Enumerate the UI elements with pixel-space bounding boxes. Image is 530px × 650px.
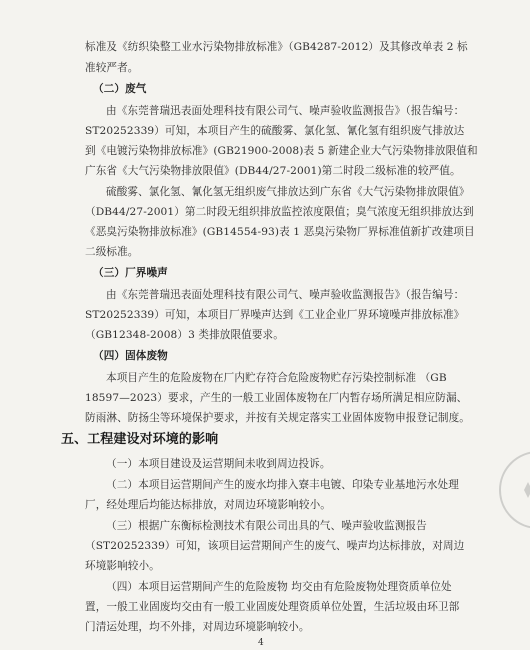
section-heading: 五、工程建设对环境的影响 — [61, 432, 219, 447]
seal-stamp — [494, 430, 530, 550]
text-line: 标准及《纺织染整工业水污染物排放标准》（GB4287-2012）及其修改单表 2 标 — [85, 41, 468, 53]
text-line: 18597—2023）要求，产生的一般工业固体废物在厂内暂存场所满足相应防漏、 — [85, 392, 468, 404]
subsection-heading: （三）厂界噪声 — [93, 267, 168, 279]
page-number: 4 — [258, 638, 264, 648]
text-line: （一）本项目建设及运营期间未收到周边投诉。 — [106, 458, 331, 470]
text-line: 广东省《大气污染物排放限值》(DB44/27-2001)第二时段二级标准的较严值。 — [85, 165, 461, 177]
text-line: 硫酸雾、氯化氢、氰化氢无组织废气排放达到广东省《大气污染物排放限值》 — [106, 186, 470, 198]
text-line: （ST20252339）可知，该项目运营期间产生的废气、噪声均达标排放，对周边 — [85, 540, 465, 552]
text-line: 准较严者。 — [85, 62, 139, 74]
text-line: ST20252339）可知，本项目产生的硫酸雾、氯化氢、氰化氢有组织废气排放达 — [85, 125, 465, 137]
text-line: 二级标准。 — [85, 246, 139, 258]
text-line: （三）根据广东衡标检测技术有限公司出具的气、噪声验收监测报告 — [106, 520, 427, 532]
text-line: （四）本项目运营期间产生的危险废物 均交由有危险废物处理资质单位处 — [106, 581, 452, 593]
text-line: 厂，经处理后均能达标排放，对周边环境影响较小。 — [85, 499, 331, 511]
text-line: 到《电镀污染物排放标准》(GB21900-2008)表 5 新建企业大气污染物排放限值和 — [85, 145, 478, 157]
text-line: （DB44/27-2001）第二时段无组织排放监控浓度限值；臭气浓度无组织排放达到 — [85, 206, 474, 218]
text-line: 置，一般工业固废均交由有一般工业固废处理资质单位处置，生活垃圾由环卫部 — [85, 601, 460, 613]
text-line: 由《东莞普瑞迅表面处理科技有限公司气、噪声验收监测报告》（报告编号： — [106, 105, 465, 117]
text-line: 防雨淋、防扬尘等环境保护要求，并按有关规定落实工业固体废物申报登记制度。 — [85, 412, 470, 424]
text-line: 本项目产生的危险废物在厂内贮存符合危险废物贮存污染控制标准 （GB — [106, 372, 447, 384]
subsection-heading: （二）废气 — [93, 83, 147, 95]
text-line: 《恶臭污染物排放标准》(GB14554-93)表 1 恶臭污染物厂界标准值新扩改建项目 — [85, 226, 475, 238]
text-line: 环境影响较小。 — [85, 560, 160, 572]
text-line: ST20252339）可知，本项目厂界噪声达到《工业企业厂界环境噪声排放标准》 — [85, 309, 465, 321]
text-line: 门清运处理，均不外排，对周边环境影响较小。 — [85, 621, 310, 633]
subsection-heading: （四）固体废物 — [93, 350, 168, 362]
text-line: （二）本项目运营期间产生的废水均排入寮丰电镀、印染专业基地污水处理 — [106, 479, 459, 491]
text-line: 由《东莞普瑞迅表面处理科技有限公司气、噪声验收监测报告》（报告编号： — [106, 289, 465, 301]
text-line: （GB12348-2008）3 类排放限值要求。 — [85, 329, 284, 341]
